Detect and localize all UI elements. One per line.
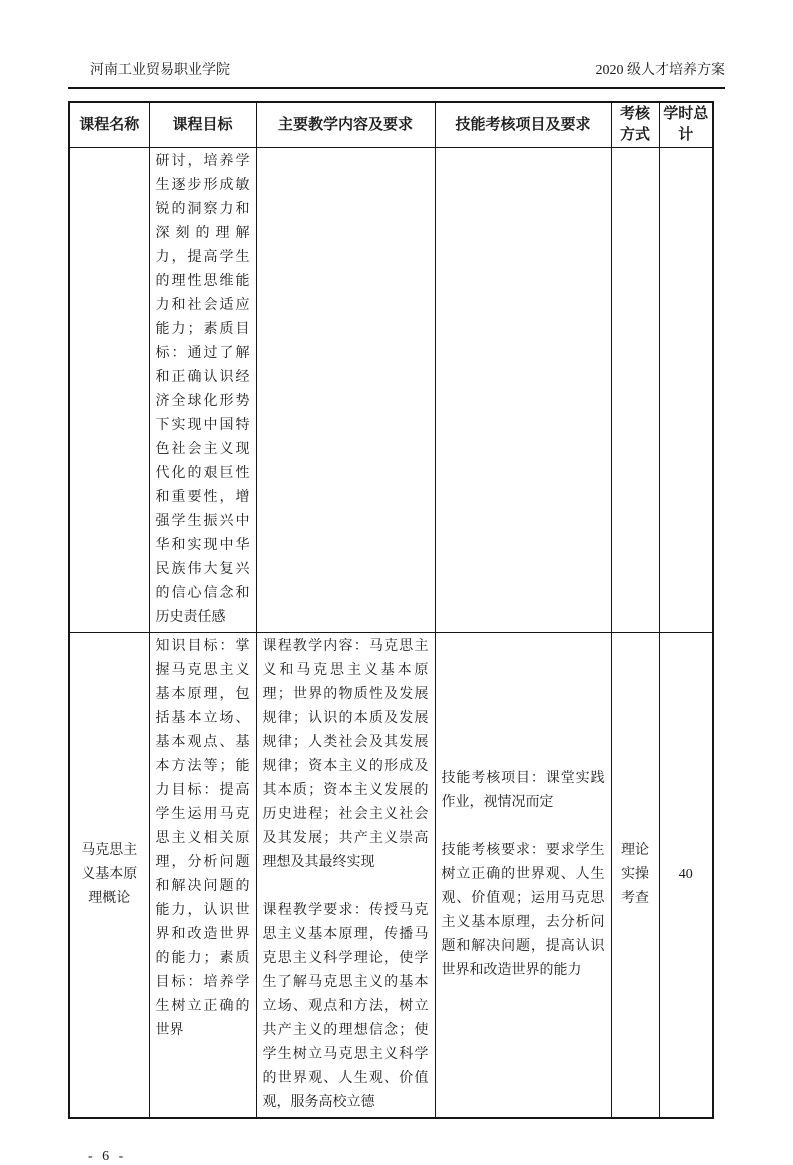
table-header-row — [69, 102, 713, 148]
cell-total-hours: 40 — [659, 633, 713, 1119]
cell-course-objectives: 研讨，培养学生逐步形成敏锐的洞察力和深刻的理解力，提高学生的理性思维能力和社会适应能力；素质目标：通过了解和正确认识经济全球化形势下实现中国特色社会主义现代化的艰巨性和重要性，增强学生振兴中华和实现中华民族伟大复兴的信心信念和历史责任感 — [149, 148, 256, 633]
header-cell-teaching-content: 主要教学内容及要求 — [256, 102, 435, 148]
header-cell-total-hours: 学时总计 — [659, 102, 713, 148]
cell-course-name: 马克思主义基本原理概论 — [69, 633, 149, 1119]
skill-assessment-requirements-paragraph: 技能考核要求：要求学生树立正确的世界观、人生观、价值观；运用马克思主义基本原理，去分析问题和解决问题，提高认识世界和改造世界的能力 — [441, 843, 605, 978]
cell-total-hours — [659, 148, 713, 633]
skill-assessment-items-paragraph: 技能考核项目：课堂实践作业，视情况而定 — [441, 771, 605, 810]
header-plan-name: 2020 级人才培养方案 — [595, 63, 725, 78]
teaching-content-paragraph: 课程教学内容：马克思主义和马克思主义基本原理；世界的物质性及发展规律；认识的本质及发展规律；人类社会及其发展规律；资本主义的形成及其本质；资本主义发展的历史进程；社会主义社会及其发展；共产主义崇高理想及其最终实现 — [262, 639, 429, 870]
page-footer — [68, 1149, 725, 1165]
table-row-course — [69, 633, 713, 1119]
cell-teaching-content — [256, 148, 435, 633]
teaching-requirements-paragraph: 课程教学要求：传授马克思主义基本原理，传播马克思主义科学理论，使学生了解马克思主义的基本立场、观点和方法，树立共产主义的理想信念；使学生树立马克思主义科学的世界观、人生观、价值观，服务高校立德 — [262, 903, 429, 1110]
cell-assessment-method — [611, 148, 659, 633]
cell-course-objectives: 知识目标：掌握马克思主义基本原理，包括基本立场、基本观点、基本方法等；能力目标：提高学生运用马克思主义相关原理，分析问题和解决问题的能力，认识世界和改造世界的能力；素质目标：培养学生树立正确的世界 — [149, 633, 256, 1119]
header-cell-skill-assessment: 技能考核项目及要求 — [435, 102, 611, 148]
cell-skill-assessment — [435, 148, 611, 633]
course-plan-table — [68, 101, 714, 1119]
header-cell-assessment-method: 考核方式 — [611, 102, 659, 148]
running-header — [68, 62, 725, 89]
cell-teaching-content — [256, 633, 435, 1119]
page-number: - 6 - — [88, 1149, 127, 1164]
header-cell-objectives: 课程目标 — [149, 102, 256, 148]
cell-assessment-method: 理论实操考查 — [611, 633, 659, 1119]
cell-skill-assessment — [435, 633, 611, 1119]
header-cell-course-name: 课程名称 — [69, 102, 149, 148]
header-school-name: 河南工业贸易职业学院 — [90, 63, 230, 78]
table-row-continuation — [69, 148, 713, 633]
cell-course-name — [69, 148, 149, 633]
